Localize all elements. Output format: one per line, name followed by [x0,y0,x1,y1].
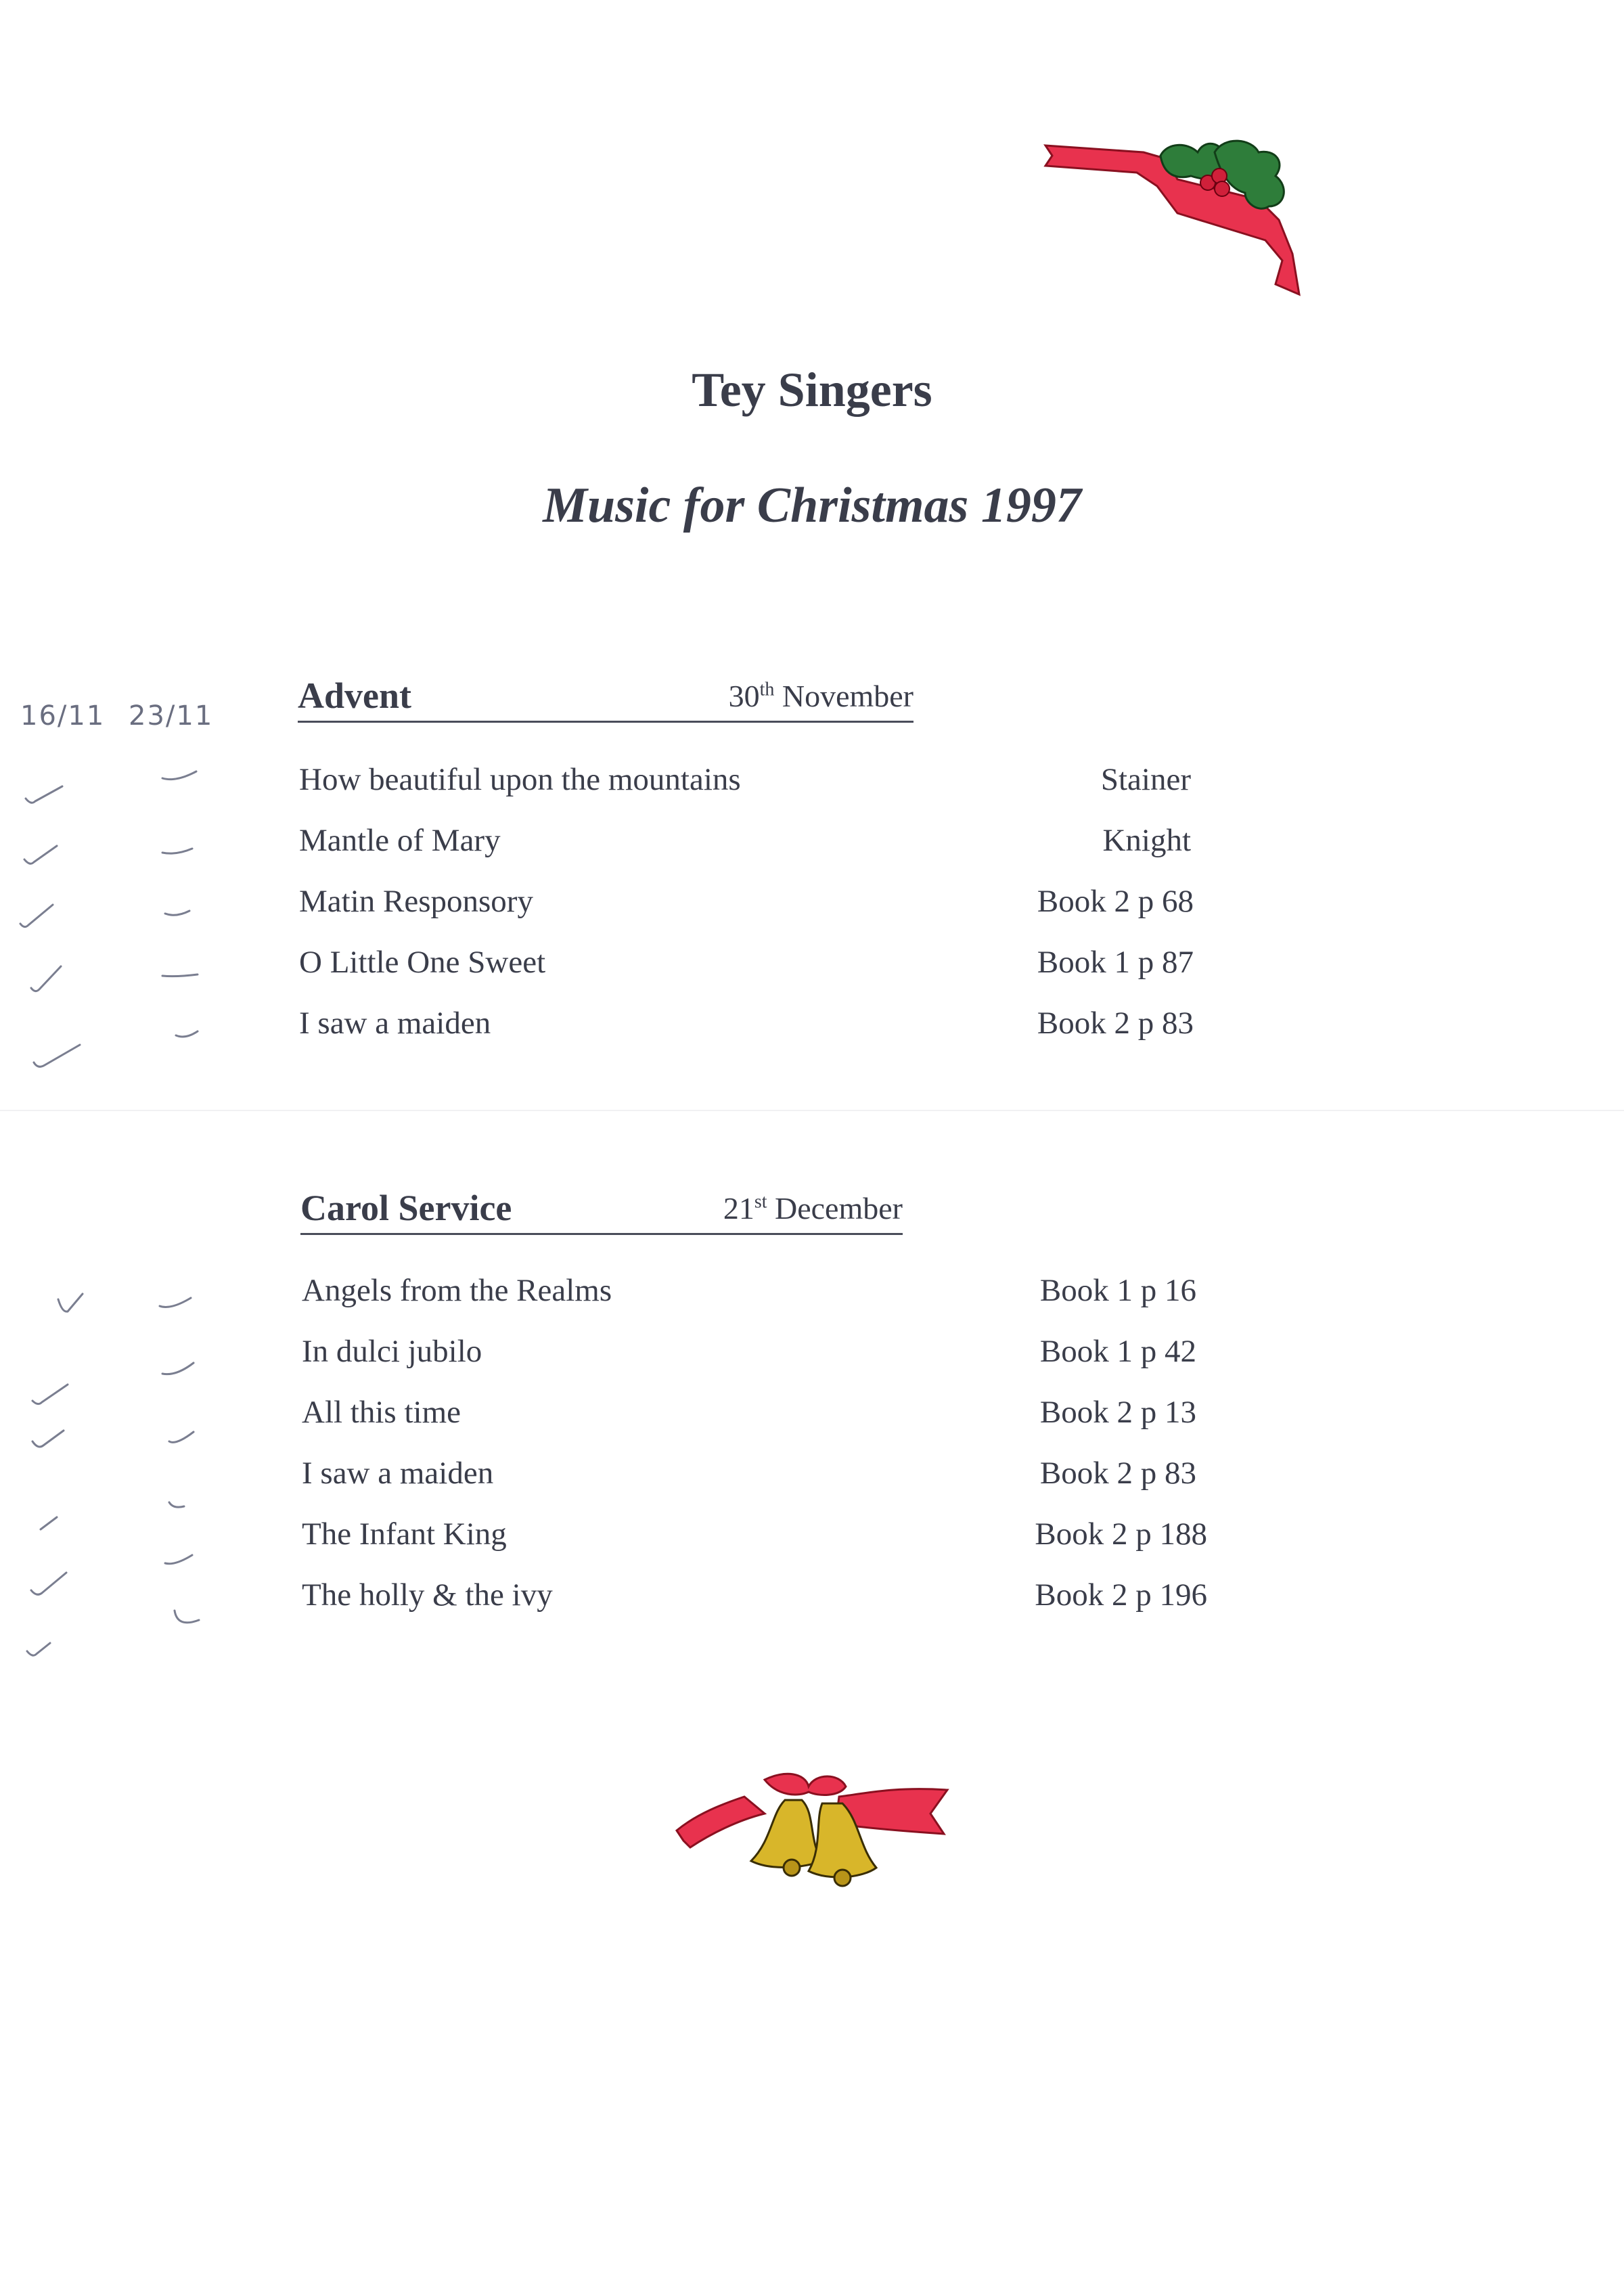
song-title: How beautiful upon the mountains [299,762,741,797]
song-title: The holly & the ivy [302,1577,553,1613]
song-reference: Book 2 p 68 [1037,884,1194,919]
section-header [300,1186,903,1235]
song-title: Angels from the Realms [302,1273,612,1308]
handwritten-date-1: 16/11 [20,700,106,732]
song-reference: Book 1 p 16 [1039,1273,1196,1308]
song-title: All this time [302,1395,461,1430]
song-reference: Knight [1102,823,1191,858]
song-reference: Book 2 p 83 [1037,1006,1194,1041]
bells-decoration [670,1766,954,1902]
song-title: Matin Responsory [299,884,533,919]
song-title: I saw a maiden [302,1456,494,1491]
section-name: Carol Service [300,1188,512,1228]
section-date: 21st December [723,1191,903,1226]
song-reference: Book 1 p 87 [1037,945,1194,980]
page-subtitle: Music for Christmas 1997 [543,478,1081,533]
song-title: The Infant King [302,1517,507,1552]
song-title: In dulci jubilo [302,1334,482,1369]
song-title: I saw a maiden [299,1006,491,1041]
handwritten-tick-marks [0,0,271,1692]
song-reference: Stainer [1100,762,1191,797]
song-reference: Book 2 p 83 [1039,1456,1196,1491]
section-name: Advent [298,675,412,716]
song-reference: Book 2 p 196 [1035,1577,1207,1613]
song-title: O Little One Sweet [299,945,546,980]
song-reference: Book 1 p 42 [1039,1334,1196,1369]
song-reference: Book 2 p 13 [1039,1395,1196,1430]
handwritten-date-2: 23/11 [129,700,214,732]
holly-ribbon-decoration [1042,139,1326,308]
page-title: Tey Singers [692,363,932,417]
section-header [298,673,914,723]
song-reference: Book 2 p 188 [1035,1517,1207,1552]
song-title: Mantle of Mary [299,823,501,858]
section-date: 30th November [728,679,914,713]
